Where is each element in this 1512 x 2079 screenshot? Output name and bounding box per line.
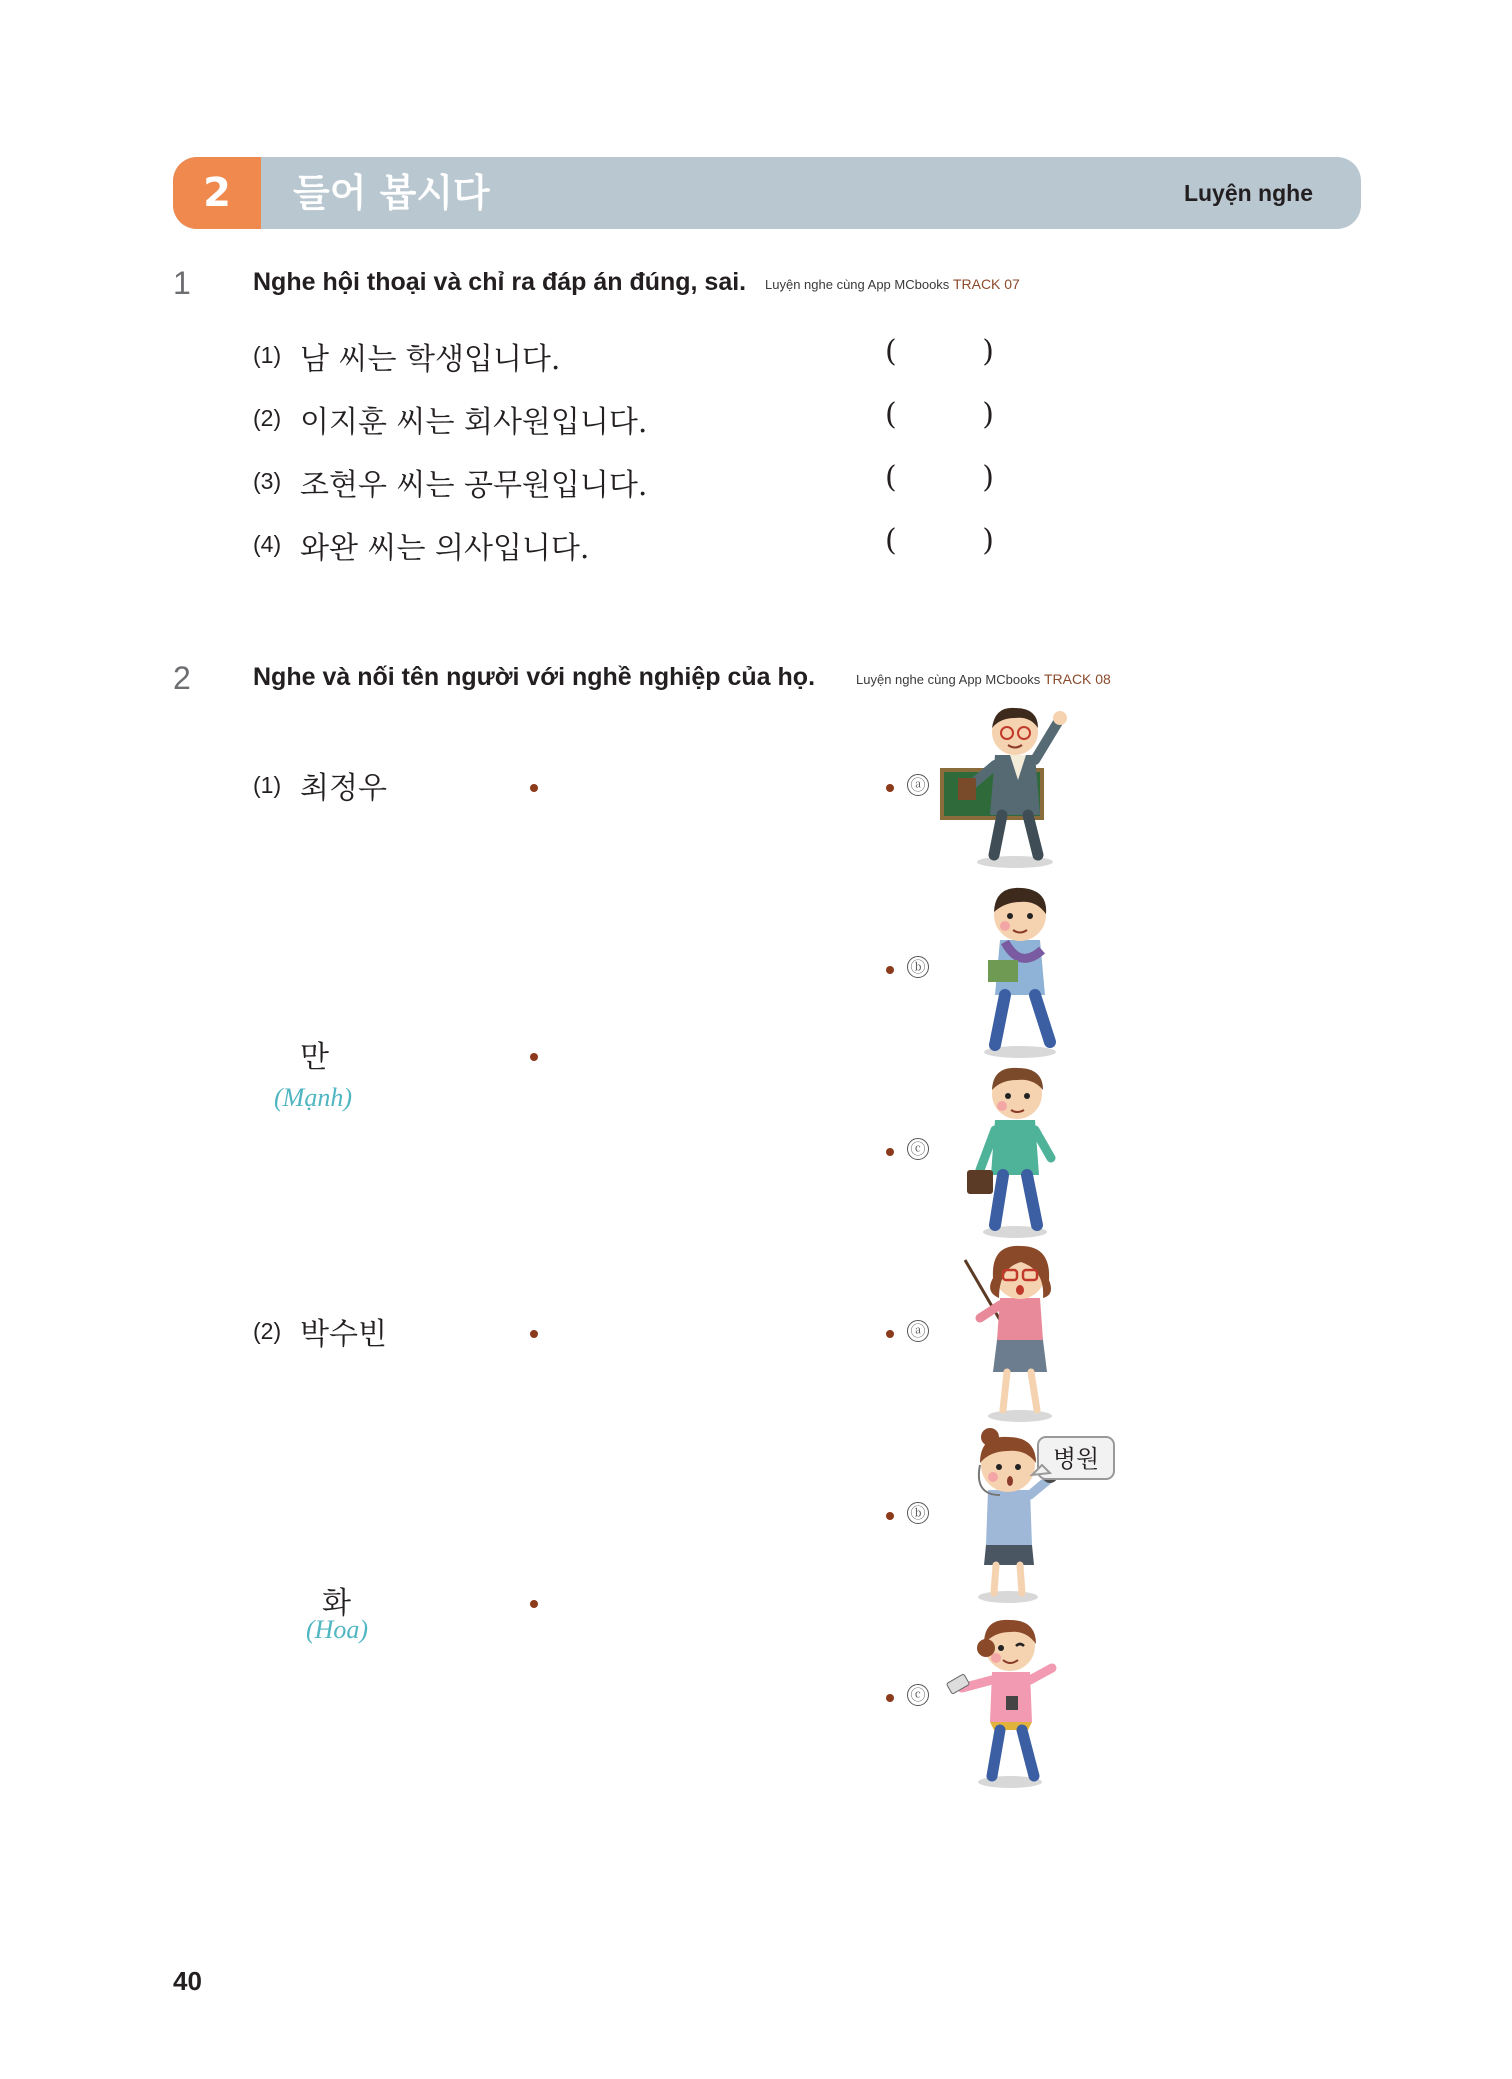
question-1-track bbox=[765, 276, 1020, 292]
page-number: 40 bbox=[173, 1966, 202, 1996]
match-dot-left[interactable] bbox=[530, 1600, 538, 1608]
group-number: (2) bbox=[253, 1318, 282, 1344]
match-dot-right[interactable] bbox=[886, 1694, 894, 1702]
match-dot-left[interactable] bbox=[530, 1053, 538, 1061]
track-id: TRACK 08 bbox=[1043, 671, 1111, 687]
female-teacher-illustration bbox=[955, 1240, 1075, 1425]
match-dot-left[interactable] bbox=[530, 1330, 538, 1338]
person-name-vietnamese: (Mạnh) bbox=[274, 1083, 352, 1112]
office-woman-illustration bbox=[940, 1610, 1080, 1790]
hospital-receptionist-illustration bbox=[950, 1425, 1120, 1605]
option-letter: ⓒ bbox=[907, 1684, 929, 1706]
track-id: TRACK 07 bbox=[952, 276, 1020, 292]
person-name: 화 bbox=[322, 1586, 351, 1621]
track-prefix: Luyện nghe cùng App MCbooks bbox=[765, 277, 950, 292]
statement-text: 와완 씨는 의사입니다. bbox=[300, 531, 590, 566]
question-2-instruction: Nghe và nối tên người với nghề nghiệp của họ. bbox=[253, 663, 816, 691]
match-dot-right[interactable] bbox=[886, 784, 894, 792]
question-2-track bbox=[856, 671, 1111, 687]
section-number: 2 bbox=[173, 157, 261, 229]
statement-text: 이지훈 씨는 회사원입니다. bbox=[300, 405, 648, 440]
item-number: (3) bbox=[253, 468, 282, 494]
person-name: 박수빈 bbox=[300, 1317, 387, 1352]
option-letter: ⓑ bbox=[907, 1502, 929, 1524]
option-letter: ⓐ bbox=[907, 1320, 929, 1342]
section-header bbox=[173, 157, 1361, 229]
option-letter: ⓒ bbox=[907, 1138, 929, 1160]
speech-bubble-text: 병원 bbox=[1052, 1445, 1100, 1473]
option-letter: ⓑ bbox=[907, 956, 929, 978]
option-letter: ⓐ bbox=[907, 774, 929, 796]
person-name-vietnamese: (Hoa) bbox=[306, 1615, 369, 1644]
question-1-instruction: Nghe hội thoại và chỉ ra đáp án đúng, sai. bbox=[253, 268, 747, 296]
match-dot-right[interactable] bbox=[886, 1512, 894, 1520]
question-1-number: 1 bbox=[173, 265, 191, 301]
item-number: (4) bbox=[253, 531, 282, 557]
item-number: (1) bbox=[253, 342, 282, 368]
match-dot-right[interactable] bbox=[886, 1148, 894, 1156]
match-dot-right[interactable] bbox=[886, 966, 894, 974]
section-subtitle: Luyện nghe bbox=[1183, 180, 1313, 206]
answer-blank[interactable]: ( ) bbox=[885, 397, 1032, 432]
office-worker-illustration bbox=[955, 1060, 1075, 1240]
statement-text: 남 씨는 학생입니다. bbox=[300, 342, 561, 377]
match-dot-right[interactable] bbox=[886, 1330, 894, 1338]
answer-blank[interactable]: ( ) bbox=[885, 334, 1032, 369]
section-title: 들어 봅시다 bbox=[293, 171, 490, 215]
answer-blank[interactable]: ( ) bbox=[885, 523, 1032, 558]
match-dot-left[interactable] bbox=[530, 784, 538, 792]
person-name: 최정우 bbox=[300, 771, 387, 806]
statement-text: 조현우 씨는 공무원입니다. bbox=[300, 468, 648, 503]
student-illustration bbox=[950, 880, 1080, 1060]
question-2-number: 2 bbox=[173, 660, 191, 696]
track-prefix: Luyện nghe cùng App MCbooks bbox=[856, 672, 1041, 687]
group-number: (1) bbox=[253, 772, 282, 798]
answer-blank[interactable]: ( ) bbox=[885, 460, 1032, 495]
item-number: (2) bbox=[253, 405, 282, 431]
person-name: 만 bbox=[300, 1040, 329, 1075]
teacher-illustration bbox=[940, 700, 1070, 870]
